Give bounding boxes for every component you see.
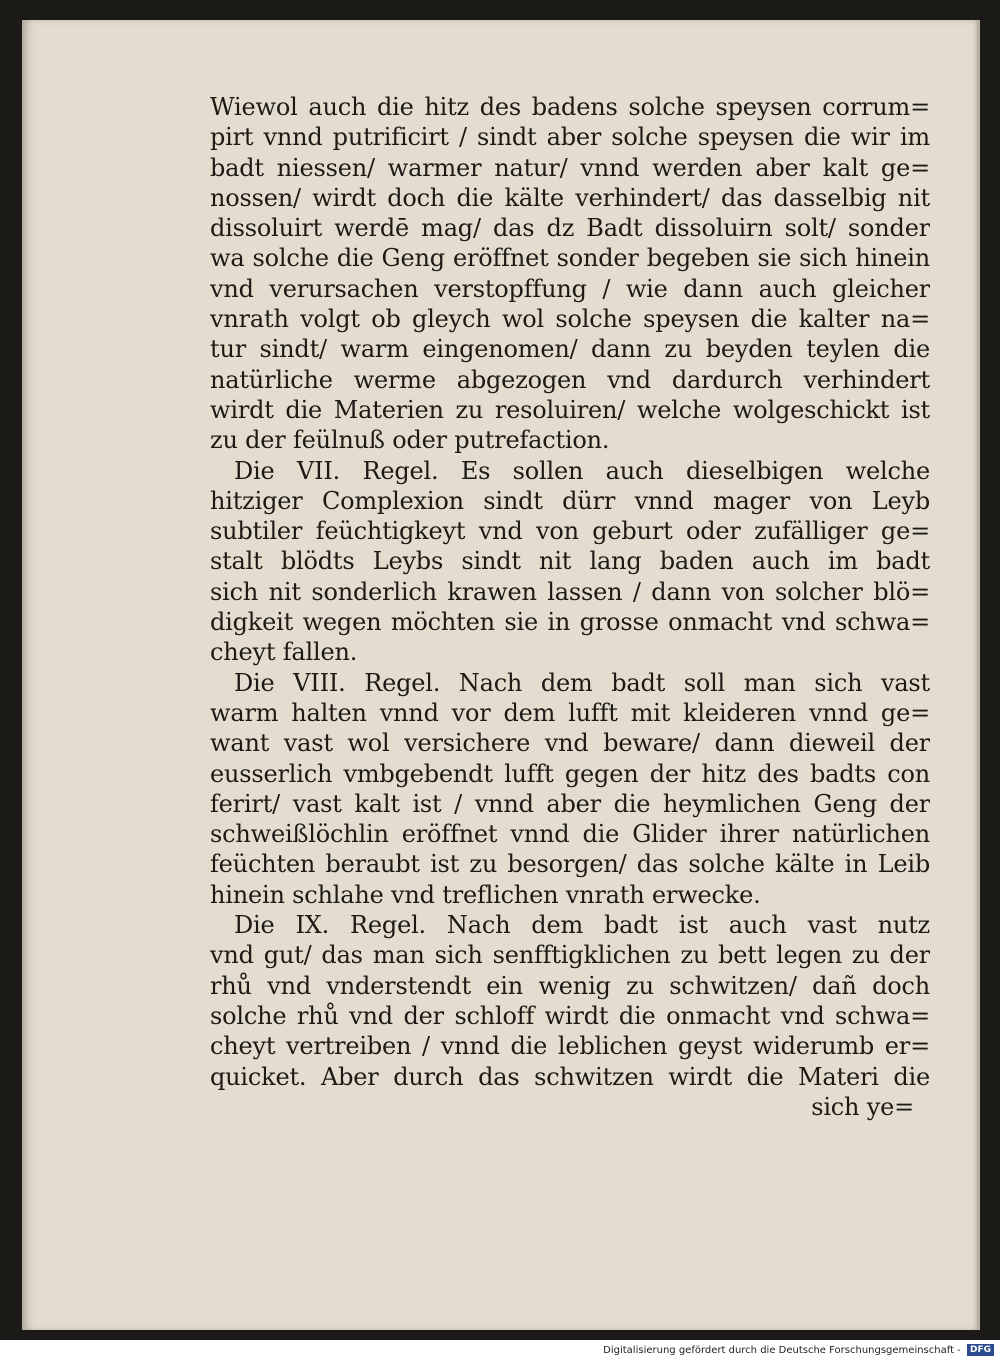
text-line: warm halten vnnd vor dem lufft mit kleideren vnnd ge= (210, 698, 930, 727)
text-line: Wiewol auch die hitz des badens solche speysen corrum= (210, 93, 930, 121)
text-line: natürliche werme abgezogen vnd dardurch verhindert (210, 365, 930, 394)
text-line: solche rhů vnd der schloff wirdt die onmacht vnd schwa= (210, 1001, 930, 1030)
text-line: dissoluirt werdē mag/ das dz Badt dissoluirn solt/ sonder (210, 214, 930, 243)
digitization-credit (0, 1342, 1000, 1359)
text-line: ferirt/ vast kalt ist / vnnd aber die heymlichen Geng der (210, 789, 930, 818)
text-line: vnd gut/ das man sich senfftigklichen zu bett legen zu der (210, 941, 930, 970)
text-line: cheyt vertreiben / vnnd die leblichen geyst widerumb er= (210, 1032, 930, 1061)
text-line: pirt vnnd putrificirt / sindt aber solche speysen die wir im (210, 123, 930, 152)
text-line: vnrath volgt ob gleych wol solche speysen die kalter na= (210, 305, 930, 334)
text-line: want vast wol versichere vnd beware/ dann dieweil der (210, 729, 930, 758)
text-line: stalt blödts Leybs sindt nit lang baden auch im badt (210, 547, 930, 576)
text-line: eusserlich vmbgebendt lufft gegen der hitz des badts con (210, 759, 930, 788)
rule-heading-line: Die IX. Regel. Nach dem badt ist auch vast nutz (234, 911, 930, 940)
text-line: wa solche die Geng eröffnet sonder begeben sie sich hinein (210, 244, 930, 273)
credit-text: Digitalisierung gefördert durch die Deutsche Forschungsgemeinschaft - (603, 1345, 961, 1356)
text-line: nossen/ wirdt doch die kälte verhindert/ das dasselbig nit (210, 183, 930, 212)
text-line: rhů vnd vnderstendt ein wenig zu schwitzen/ dañ doch (210, 971, 930, 1000)
text-line: vnd verursachen verstopffung / wie dann auch gleicher (210, 274, 930, 303)
dfg-logo-icon: DFG (967, 1344, 994, 1356)
catchword: sich ye= (811, 1092, 914, 1121)
rule-heading-line: Die VII. Regel. Es sollen auch dieselbigen welche (234, 456, 930, 485)
page-text (210, 92, 930, 1122)
text-line: wirdt die Materien zu resoluiren/ welche wolgeschickt ist (210, 395, 930, 424)
text-line: quicket. Aber durch das schwitzen wirdt die Materi die (210, 1062, 930, 1091)
text-line: subtiler feüchtigkeyt vnd von geburt oder zufälliger ge= (210, 517, 930, 546)
text-line: sich nit sonderlich krawen lassen / dann von solcher blö= (210, 577, 930, 606)
text-line: badt niessen/ warmer natur/ vnnd werden aber kalt ge= (210, 153, 930, 182)
text-line: cheyt fallen. (210, 638, 358, 667)
rule-heading-line: Die VIII. Regel. Nach dem badt soll man sich vast (234, 668, 930, 697)
text-line: tur sindt/ warm eingenomen/ dann zu beyden teylen die (210, 335, 930, 364)
text-line: hitziger Complexion sindt dürr vnnd mager von Leyb (210, 486, 930, 515)
text-line: digkeit wegen möchten sie in grosse onmacht vnd schwa= (210, 608, 930, 637)
text-line: zu der feülnuß oder putrefaction. (210, 426, 610, 455)
text-line: hinein schlahe vnd treflichen vnrath erwecke. (210, 880, 761, 909)
text-line: schweißlöchlin eröffnet vnnd die Glider ihrer natürlichen (210, 820, 930, 849)
text-line: feüchten beraubt ist zu besorgen/ das solche kälte in Leib (210, 850, 930, 879)
